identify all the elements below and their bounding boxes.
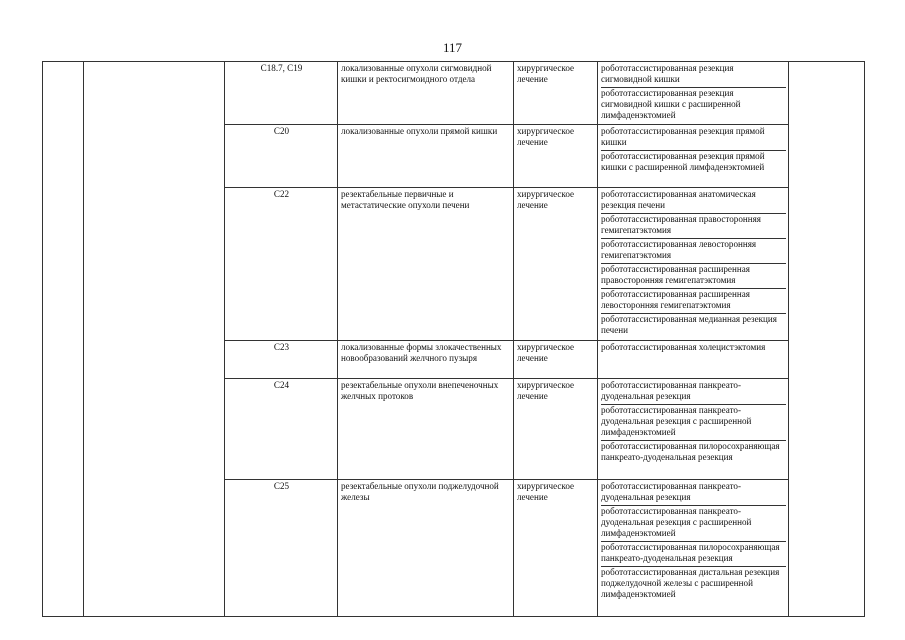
- table-body: [43, 62, 865, 617]
- methods-cell: [598, 379, 789, 480]
- diagnosis: резектабельные опухоли внепеченочных желчных протоков: [338, 379, 514, 480]
- method-item: робототассистированная резекция сигмовидной кишки: [601, 63, 786, 88]
- method-item: робототассистированная пилоросохраняющая панкреато-дуоденальная резекция: [601, 441, 780, 463]
- method-item: робототассистированная расширенная левосторонняя гемигепатэктомия: [601, 289, 786, 314]
- method-item: робототассистированная правосторонняя гемигепатэктомия: [601, 214, 786, 239]
- methods-cell: [598, 340, 789, 378]
- method-item: робототассистированная левосторонняя гемигепатэктомия: [601, 239, 786, 264]
- method-item: робототассистированная анатомическая резекция печени: [601, 189, 786, 214]
- diagnosis: локализованные опухоли сигмовидной кишки и ректосигмоидного отдела: [338, 62, 514, 125]
- method-item: робототассистированная панкреато-дуоденальная резекция с расширенной лимфаденэктомией: [601, 506, 786, 542]
- method-item: робототассистированная пилоросохраняющая панкреато-дуоденальная резекция: [601, 542, 786, 567]
- icd-code: C24: [225, 379, 338, 480]
- method-item: робототассистированная резекция прямой кишки с расширенной лимфаденэктомией: [601, 151, 765, 173]
- diagnosis: локализованные опухоли прямой кишки: [338, 125, 514, 188]
- methods-cell: [598, 125, 789, 188]
- diagnosis: локализованные формы злокачественных новообразований желчного пузыря: [338, 340, 514, 378]
- treatment-type: хирургическое лечение: [514, 340, 598, 378]
- diagnosis: резектабельные опухоли поджелудочной железы: [338, 480, 514, 617]
- treatment-type: хирургическое лечение: [514, 125, 598, 188]
- method-item: робототассистированная дистальная резекция поджелудочной железы с расширенной лимфаденэктомией: [601, 567, 780, 600]
- treatment-type: хирургическое лечение: [514, 62, 598, 125]
- method-item: робототассистированная резекция сигмовидной кишки с расширенной лимфаденэктомией: [601, 88, 741, 120]
- table-row: [43, 62, 865, 125]
- blank-column-1: [43, 62, 84, 617]
- icd-code: C23: [225, 340, 338, 378]
- icd-code: C18.7, C19: [225, 62, 338, 125]
- method-item: робототассистированная резекция прямой кишки: [601, 126, 786, 151]
- page-number: 117: [442, 40, 463, 55]
- icd-code: C20: [225, 125, 338, 188]
- method-item: робототассистированная медианная резекция печени: [601, 314, 777, 336]
- blank-column-2: [84, 62, 225, 617]
- method-item: робототассистированная панкреато-дуоденальная резекция: [601, 380, 786, 405]
- method-item: робототассистированная холецистэктомия: [601, 341, 766, 352]
- treatment-type: хирургическое лечение: [514, 379, 598, 480]
- method-item: робототассистированная расширенная правосторонняя гемигепатэктомия: [601, 264, 786, 289]
- icd-code: C25: [225, 480, 338, 617]
- treatment-table: [42, 61, 865, 617]
- method-item: робототассистированная панкреато-дуоденальная резекция с расширенной лимфаденэктомией: [601, 405, 786, 441]
- treatment-type: хирургическое лечение: [514, 480, 598, 617]
- methods-cell: [598, 188, 789, 341]
- icd-code: C22: [225, 188, 338, 341]
- blank-column-last: [789, 62, 865, 617]
- diagnosis: резектабельные первичные и метастатические опухоли печени: [338, 188, 514, 341]
- methods-cell: [598, 480, 789, 617]
- treatment-type: хирургическое лечение: [514, 188, 598, 341]
- method-item: робототассистированная панкреато-дуоденальная резекция: [601, 481, 786, 506]
- methods-cell: [598, 62, 789, 125]
